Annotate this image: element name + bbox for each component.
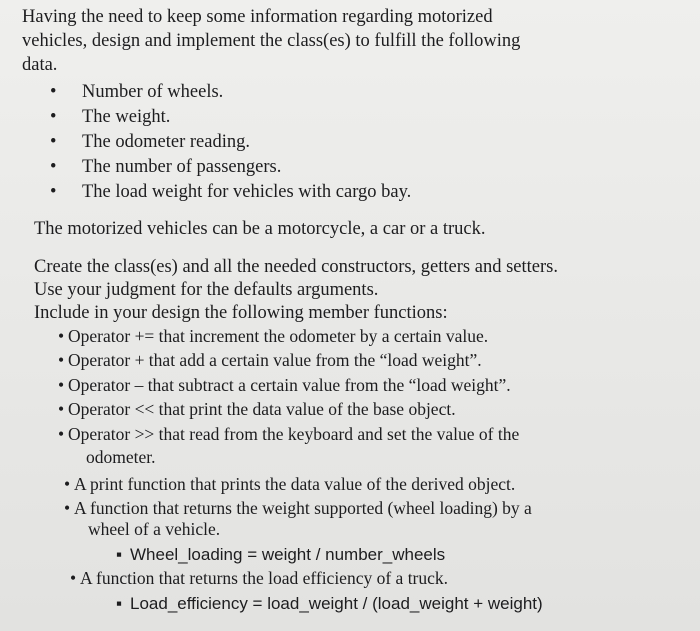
bullet-icon: • [50, 82, 57, 102]
data-item-load-weight: • The load weight for vehicles with cargo bay. [50, 182, 412, 202]
member-wheel-function-cont: wheel of a vehicle. [88, 519, 221, 539]
member-print-function: • A print function that prints the data value of the derived object. [64, 474, 516, 494]
create-line-1: Create the class(es) and all the needed constructors, getters and setters. [34, 257, 558, 277]
bullet-icon: • [50, 107, 57, 127]
member-op-plus-eq: • Operator += that increment the odometer by a certain value. [58, 326, 489, 346]
bullet-icon: • [64, 498, 71, 518]
bullet-icon: • [58, 375, 65, 395]
member-op-out: • Operator << that print the data value of the base object. [58, 399, 456, 419]
data-item-passengers: • The number of passengers. [50, 157, 282, 177]
data-item-odometer: • The odometer reading. [50, 132, 250, 152]
create-line-3: Include in your design the following member functions: [34, 303, 448, 323]
bullet-icon: • [50, 157, 57, 177]
load-efficiency-formula: ▪ Load_efficiency = load_weight / (load_weight + weight) [116, 594, 543, 613]
member-op-in-cont: odometer. [86, 447, 156, 467]
intro-line-3: data. [22, 55, 58, 75]
data-item-weight: • The weight. [50, 107, 171, 127]
bullet-icon: • [58, 399, 65, 419]
intro-line-2: vehicles, design and implement the class(es) to fulfill the following [22, 31, 521, 51]
member-op-plus: • Operator + that add a certain value from the “load weight”. [58, 350, 482, 370]
create-line-2: Use your judgment for the defaults arguments. [34, 280, 379, 300]
vehicles-text: The motorized vehicles can be a motorcycle, a car or a truck. [34, 219, 486, 239]
bullet-icon: • [64, 474, 71, 494]
bullet-icon: • [58, 326, 65, 346]
member-op-in: • Operator >> that read from the keyboard and set the value of the [58, 424, 520, 444]
member-load-function: • A function that returns the load efficiency of a truck. [70, 568, 449, 588]
wheel-loading-formula: ▪ Wheel_loading = weight / number_wheels [116, 545, 446, 564]
square-bullet-icon: ▪ [116, 545, 123, 564]
bullet-icon: • [58, 350, 65, 370]
intro-line-1: Having the need to keep some information regarding motorized [22, 7, 493, 27]
bullet-icon: • [50, 182, 57, 202]
bullet-icon: • [50, 132, 57, 152]
square-bullet-icon: ▪ [116, 594, 123, 613]
bullet-icon: • [58, 424, 65, 444]
member-wheel-function: • A function that returns the weight supported (wheel loading) by a [64, 498, 532, 518]
member-op-minus: • Operator – that subtract a certain value from the “load weight”. [58, 375, 511, 395]
data-item-wheels: • Number of wheels. [50, 82, 224, 102]
bullet-icon: • [70, 568, 77, 588]
